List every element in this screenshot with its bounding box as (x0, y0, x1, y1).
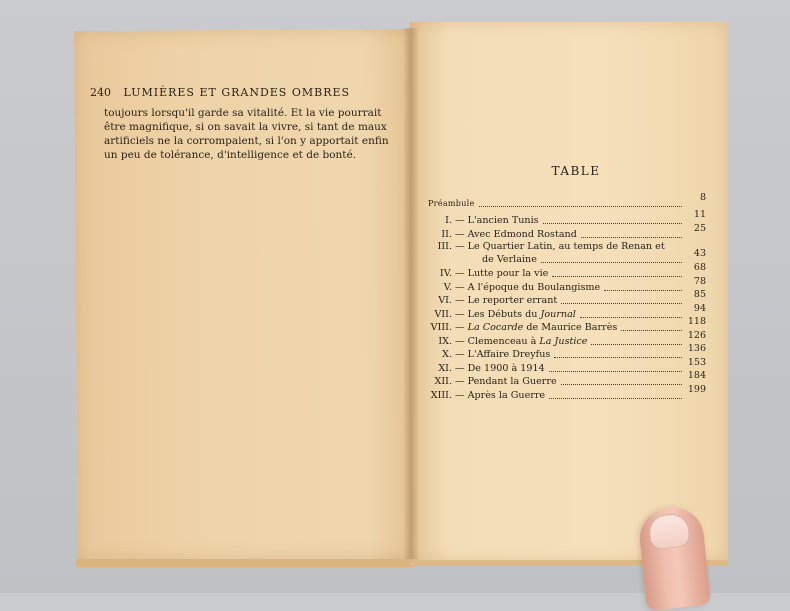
running-head (90, 86, 400, 99)
leader-dots (604, 290, 682, 291)
table-of-contents (424, 164, 706, 402)
toc-entry-title: Préambule (428, 198, 475, 208)
toc-entry-page: 25 (693, 222, 706, 234)
fingernail (648, 512, 691, 550)
toc-entry (424, 275, 706, 294)
toc-entry-number: IX. (438, 335, 452, 347)
toc-title-italic: La Justice (539, 335, 588, 347)
toc-entry-page: 78 (693, 275, 706, 287)
toc-entry-title-continued: de Verlaine (482, 253, 537, 265)
toc-entry-title (468, 336, 588, 348)
text-line: toujours lorsqu'il garde sa vitalité. Et la vie pourrait (104, 107, 382, 119)
toc-separator: — (455, 295, 465, 306)
toc-entry-number: XII. (434, 376, 452, 387)
toc-entry-title: A l'époque du Boulangisme (467, 281, 601, 293)
leader-dots (549, 371, 682, 372)
leader-dots (541, 262, 682, 263)
toc-entry (424, 356, 706, 375)
toc-separator: — (455, 335, 465, 347)
toc-entry (424, 329, 706, 348)
toc-title: TABLE (551, 164, 601, 178)
toc-entry-page: 43 (693, 247, 706, 259)
toc-entry-page: 136 (687, 343, 706, 354)
toc-entry (424, 222, 706, 241)
book-gutter (404, 28, 418, 563)
toc-entry-title: De 1900 à 1914 (467, 362, 545, 374)
toc-title-italic: La Cocarde (467, 322, 524, 333)
running-head-title: LUMIÈRES ET GRANDES OMBRES (123, 86, 351, 99)
toc-entry-number: XIII. (430, 389, 452, 401)
toc-separator: — (455, 376, 465, 387)
toc-entry-number: VIII. (430, 322, 452, 333)
leader-dots (621, 330, 682, 331)
toc-entry-title: Après la Guerre (467, 389, 546, 401)
toc-entry-page: 118 (687, 316, 706, 327)
toc-entry-title: Pendant la Guerre (467, 376, 557, 387)
text-line: un peu de tolérance, d'intelligence et de bonté. (104, 149, 357, 161)
page-edge-left (76, 559, 416, 567)
toc-entry-title: L'ancien Tunis (467, 215, 539, 226)
toc-entry-page: 85 (693, 289, 706, 300)
toc-entry (424, 343, 706, 362)
leader-dots (581, 237, 682, 238)
toc-entry-title: Le reporter errant (467, 295, 558, 306)
toc-entry-page: 94 (693, 302, 706, 314)
leader-dots (591, 344, 682, 345)
leader-dots (549, 398, 682, 399)
toc-entry-title: Lutte pour la vie (467, 268, 549, 279)
toc-entry-title (468, 309, 576, 321)
toc-separator: — (455, 349, 465, 360)
toc-entry-number: II. (441, 228, 452, 240)
toc-separator: — (455, 322, 465, 333)
toc-entry (424, 370, 706, 389)
toc-separator: — (455, 215, 465, 226)
toc-entry-page: 8 (699, 191, 706, 203)
leader-dots (554, 357, 682, 358)
toc-entry (424, 302, 706, 321)
leader-dots (561, 303, 682, 304)
text-line: artificiels ne la corrompaient, si l'on y apportait enfin (104, 135, 389, 147)
open-book (76, 22, 728, 567)
toc-entry-title (468, 322, 618, 334)
toc-entry (424, 262, 706, 281)
toc-entry-page: 199 (687, 383, 706, 395)
toc-entry-title: Le Quartier Latin, au temps de Renan et (467, 240, 665, 252)
toc-separator: — (455, 268, 465, 279)
toc-entry-number: X. (442, 349, 452, 360)
toc-entry-page: 11 (693, 209, 706, 220)
toc-entry-number: III. (437, 240, 452, 252)
toc-entry (424, 289, 706, 308)
toc-title-italic: Journal (540, 308, 576, 320)
toc-title-part: de Maurice Barrès (523, 322, 618, 333)
toc-separator: — (455, 308, 465, 320)
page-number: 240 (90, 86, 111, 99)
toc-entry-title: Avec Edmond Rostand (467, 228, 577, 240)
toc-entry-page: 68 (693, 262, 706, 273)
toc-entry-preamble (424, 191, 706, 210)
toc-entry-page: 126 (687, 329, 706, 341)
toc-entry (424, 383, 706, 402)
toc-title-part: Clemenceau à (467, 335, 540, 347)
toc-entry-page: 184 (687, 370, 706, 381)
toc-entry-number: I. (445, 215, 452, 226)
left-page-text (104, 106, 394, 162)
leader-dots (561, 384, 682, 385)
toc-entry-number: VII. (434, 308, 452, 320)
toc-entry-number: XI. (438, 362, 452, 374)
leader-dots (479, 206, 682, 207)
toc-entry-number: IV. (439, 268, 452, 279)
toc-separator: — (455, 228, 465, 240)
toc-entry-page: 153 (687, 356, 706, 368)
toc-title-part: Les Débuts du (467, 308, 541, 320)
toc-separator: — (455, 362, 465, 374)
toc-separator: — (455, 281, 465, 293)
toc-entry (424, 316, 706, 335)
toc-entry-title: L'Affaire Dreyfus (467, 349, 551, 360)
toc-separator: — (455, 240, 465, 252)
toc-entry (424, 209, 706, 228)
toc-separator: — (455, 389, 465, 401)
leader-dots (543, 223, 682, 224)
leader-dots (552, 276, 682, 277)
toc-entry-number: V. (443, 281, 452, 293)
text-line: être magnifique, si on savait la vivre, si tant de maux (104, 121, 387, 133)
toc-entry (424, 241, 706, 267)
leader-dots (580, 317, 682, 318)
toc-entry-number: VI. (438, 295, 452, 306)
